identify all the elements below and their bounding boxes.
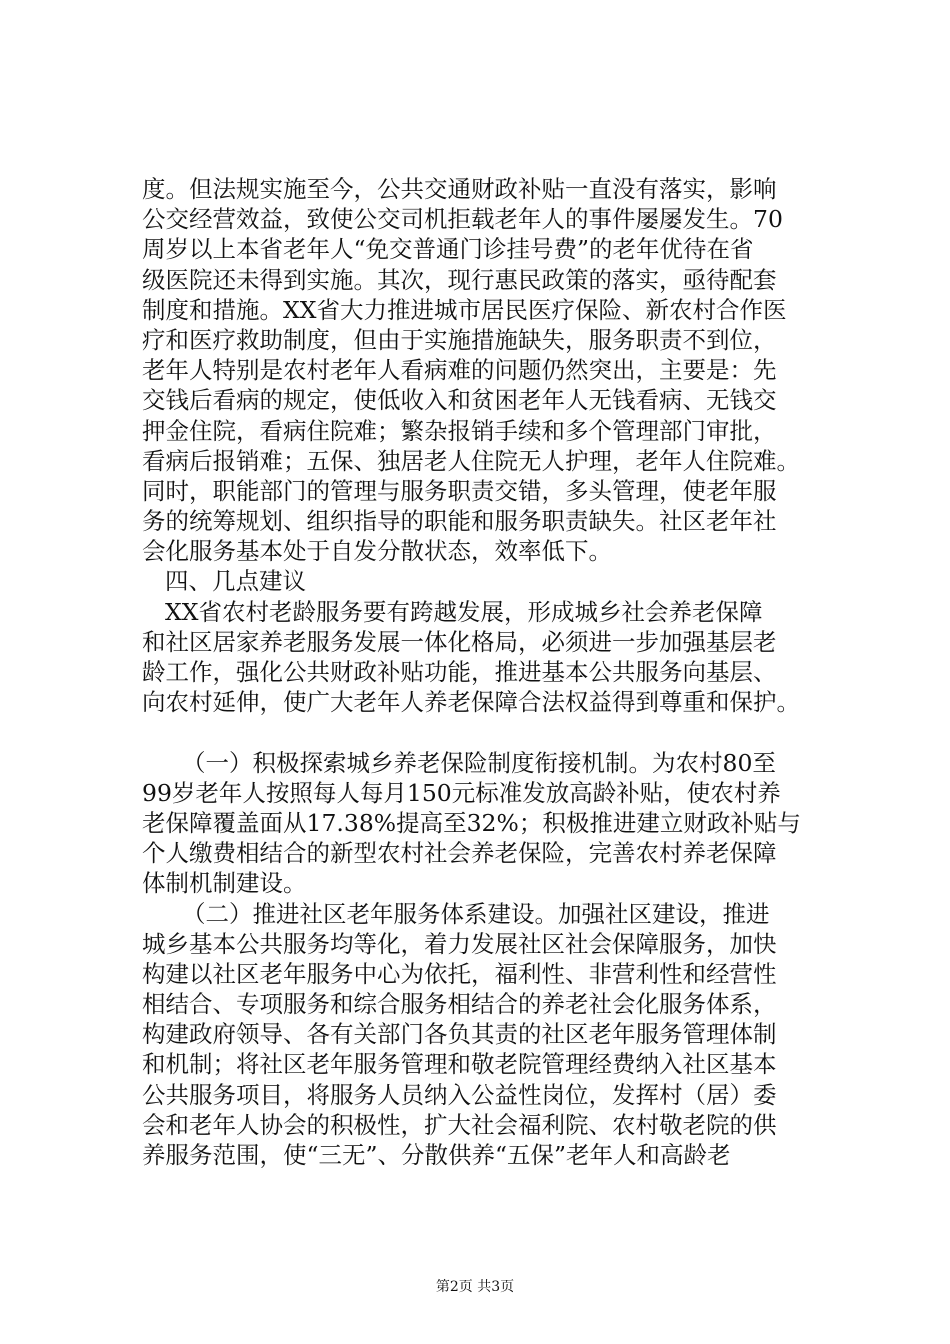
text-line: 养服务范围，使“三无”、分散供养“五保”老年人和高龄老 xyxy=(142,1141,731,1169)
text-line: 相结合、专项服务和综合服务相结合的养老社会化服务体系， xyxy=(142,990,777,1019)
text-line: 押金住院，看病住院难；繁杂报销手续和多个管理部门审批， xyxy=(142,416,777,445)
text-line: 龄工作，强化公共财政补贴功能，推进基本公共服务向基层、 xyxy=(142,658,777,686)
text-line: 老保障覆盖面从17.38%提高至32%；积极推进建立财政补贴与 xyxy=(142,808,801,837)
text-line: 疗和医疗救助制度，但由于实施措施缺失，服务职责不到位， xyxy=(142,325,777,354)
page-number-label: 第2页 共3页 xyxy=(435,1279,515,1295)
text-line: （二）推进社区老年服务体系建设。加强社区建设，推进 xyxy=(182,899,770,928)
text-line: 同时，职能部门的管理与服务职责交错，多头管理，使老年服 xyxy=(142,476,777,505)
text-line: XX省农村老龄服务要有跨越发展，形成城乡社会养老保障 xyxy=(165,597,763,626)
document-body xyxy=(142,174,842,1170)
text-line: 老年人特别是农村老年人看病难的问题仍然突出，主要是：先 xyxy=(142,356,777,385)
text-line: 和社区居家养老服务发展一体化格局，必须进一步加强基层老 xyxy=(142,627,777,656)
text-line: 公交经营效益，致使公交司机拒载老年人的事件屡屡发生。70 xyxy=(142,205,783,234)
text-line: 看病后报销难；五保、独居老人住院无人护理，老年人住院难。 xyxy=(142,446,800,475)
text-line: 和机制；将社区老年服务管理和敬老院管理经费纳入社区基本 xyxy=(142,1050,777,1079)
text-line: 制度和措施。XX省大力推进城市居民医疗保险、新农村合作医 xyxy=(142,295,787,324)
text-line: 城乡基本公共服务均等化，着力发展社区社会保障服务，加快 xyxy=(142,929,777,958)
paragraph-suggestion-one xyxy=(142,748,842,899)
text-line: 级医院还未得到实施。其次，现行惠民政策的落实，亟待配套 xyxy=(142,265,777,294)
text-line: 交钱后看病的规定，使低收入和贫困老年人无钱看病、无钱交 xyxy=(142,386,777,415)
text-line: 周岁以上本省老年人“免交普通门诊挂号费”的老年优待在省 xyxy=(142,235,754,264)
text-line: 体制机制建设。 xyxy=(142,869,307,898)
text-line: 务的统筹规划、组织指导的职能和服务职责缺失。社区老年社 xyxy=(142,507,777,536)
text-line: 度。但法规实施至今，公共交通财政补贴一直没有落实，影响 xyxy=(142,175,777,203)
page-footer xyxy=(0,1278,950,1296)
text-line: 构建以社区老年服务中心为依托，福利性、非营利性和经营性 xyxy=(142,959,777,988)
text-line: 99岁老年人按照每人每月150元标准发放高龄补贴，使农村养 xyxy=(142,778,781,807)
text-line: 个人缴费相结合的新型农村社会养老保险，完善农村养老保障 xyxy=(142,839,777,868)
paragraph-suggestion-two xyxy=(142,899,842,1171)
text-line: 公共服务项目，将服务人员纳入公益性岗位，发挥村（居）委 xyxy=(142,1080,777,1109)
text-line: 构建政府领导、各有关部门各负其责的社区老年服务管理体制 xyxy=(142,1020,777,1049)
text-line: （一）积极探索城乡养老保险制度衔接机制。为农村80至 xyxy=(182,748,776,777)
section-heading: 四、几点建议 xyxy=(165,567,306,596)
text-line: 向农村延伸，使广大老年人养老保障合法权益得到尊重和保护。 xyxy=(142,688,800,717)
text-line: 会化服务基本处于自发分散状态，效率低下。 xyxy=(142,537,612,566)
paragraph-suggestions-intro xyxy=(142,597,842,718)
text-line: 会和老年人协会的积极性，扩大社会福利院、农村敬老院的供 xyxy=(142,1110,777,1139)
blank-line xyxy=(142,717,842,747)
paragraph-policy-issues xyxy=(142,174,842,566)
